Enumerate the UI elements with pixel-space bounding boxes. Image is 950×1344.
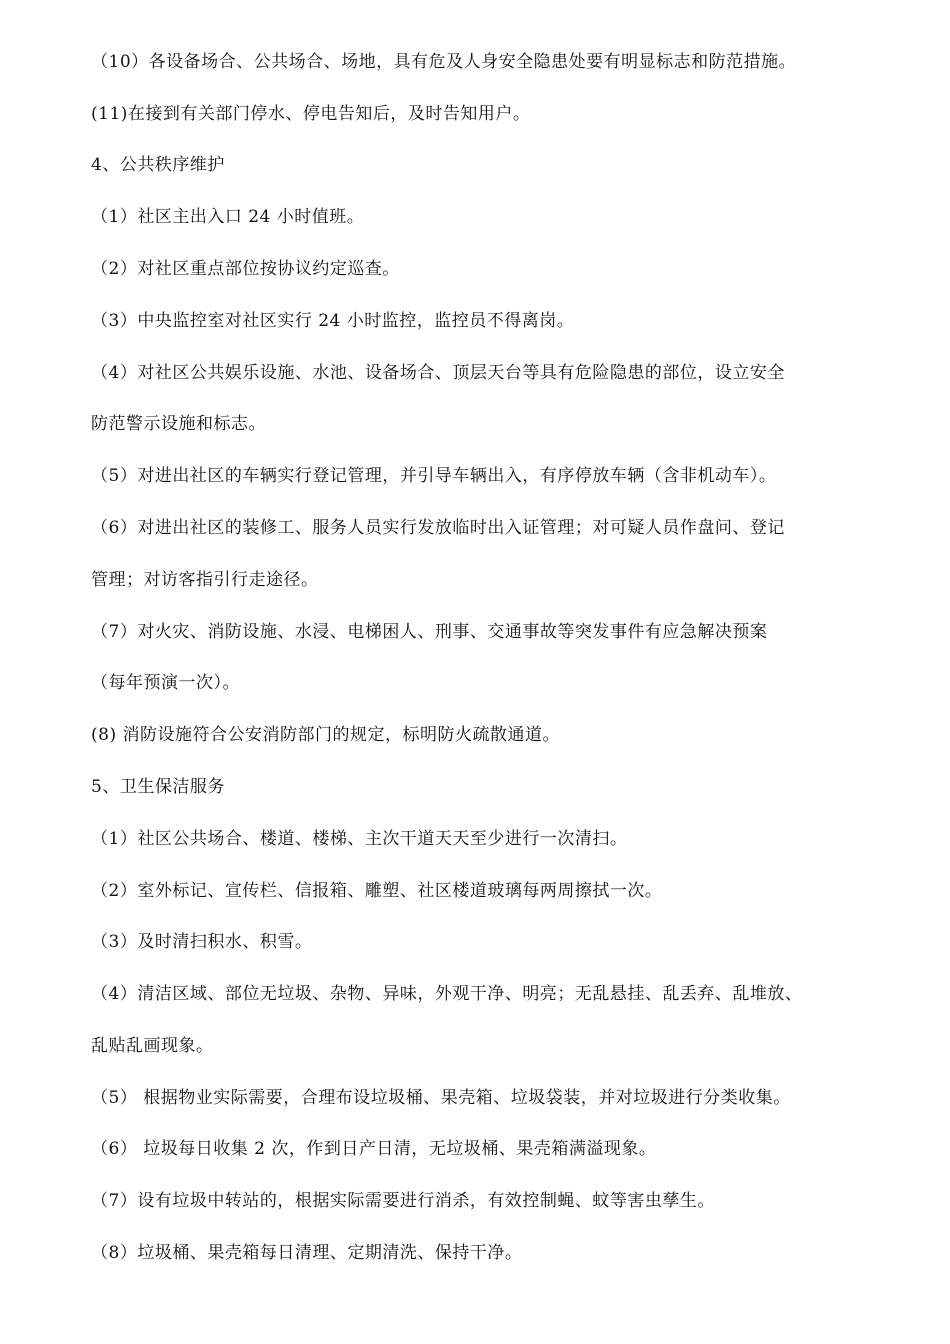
text-line: （10）各设备场合、公共场合、场地，具有危及人身安全隐患处要有明显标志和防范措施。 (91, 52, 797, 72)
text-line: （5）对进出社区的车辆实行登记管理，并引导车辆出入，有序停放车辆（含非机动车）。 (91, 466, 777, 486)
text-line: （6） 垃圾每日收集 2 次，作到日产日清，无垃圾桶、果壳箱满溢现象。 (91, 1139, 657, 1159)
text-line: （6）对进出社区的装修工、服务人员实行发放临时出入证管理；对可疑人员作盘问、登记 (91, 518, 785, 538)
text-line: 防范警示设施和标志。 (91, 414, 266, 434)
text-line: 乱贴乱画现象。 (91, 1036, 214, 1056)
text-line: （4）清洁区域、部位无垃圾、杂物、异味，外观干净、明亮；无乱悬挂、乱丢弃、乱堆放、 (91, 984, 803, 1004)
text-line: （3）中央监控室对社区实行 24 小时监控，监控员不得离岗。 (91, 311, 575, 331)
text-line: （1）社区主出入口 24 小时值班。 (91, 207, 365, 227)
text-line: （每年预演一次）。 (91, 673, 240, 693)
text-line: （2）对社区重点部位按协议约定巡查。 (91, 259, 400, 279)
text-line: （2）室外标记、宣传栏、信报箱、雕塑、社区楼道玻璃每两周擦拭一次。 (91, 881, 663, 901)
text-line: （7）对火灾、消防设施、水浸、电梯困人、刑事、交通事故等突发事件有应急解决预案 (91, 622, 768, 642)
text-line: （8）垃圾桶、果壳箱每日清理、定期清洗、保持干净。 (91, 1243, 523, 1263)
text-line: （4）对社区公共娱乐设施、水池、设备场合、顶层天台等具有危险隐患的部位，设立安全 (91, 363, 785, 383)
text-line: （1）社区公共场合、楼道、楼梯、主次干道天天至少进行一次清扫。 (91, 829, 628, 849)
text-line: (11)在接到有关部门停水、停电告知后，及时告知用户。 (91, 104, 531, 124)
text-line: 管理；对访客指引行走途径。 (91, 570, 319, 590)
text-line: （5） 根据物业实际需要，合理布设垃圾桶、果壳箱、垃圾袋装，并对垃圾进行分类收集。 (91, 1088, 791, 1108)
text-line: (8) 消防设施符合公安消防部门的规定，标明防火疏散通道。 (91, 725, 560, 745)
section-heading: 4、公共秩序维护 (91, 155, 225, 175)
text-line: （3）及时清扫积水、积雪。 (91, 932, 313, 952)
text-line: （7）设有垃圾中转站的，根据实际需要进行消杀，有效控制蝇、蚊等害虫孳生。 (91, 1191, 715, 1211)
section-heading: 5、卫生保洁服务 (91, 777, 225, 797)
